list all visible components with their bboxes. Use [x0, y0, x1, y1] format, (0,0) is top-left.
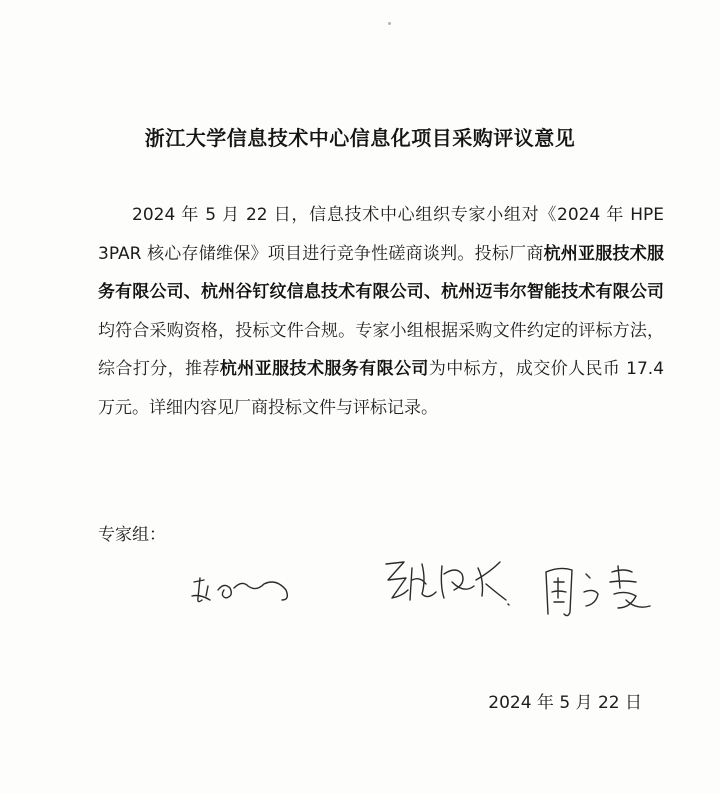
vendor-separator-2: 、: [423, 282, 442, 303]
paragraph-text-part1: 2024 年 5 月 22 日，信息技术中心组织专家小组对《2024 年 HPE 3PAR 核心存储维保》项目进行竞争性磋商谈判。投标厂商: [98, 205, 664, 264]
vendor-name-1: 杭州亚服技术服务有限公司: [98, 243, 664, 303]
signature-1: [186, 560, 306, 610]
vendor-name-3: 杭州迈韦尔智能技术有限公司: [441, 282, 664, 303]
document-body: [98, 196, 664, 428]
paragraph-text-part2: 均符合采购资格，投标文件合规。专家小组根据采购文件约定的评标方法，综合打分，推荐: [98, 320, 664, 380]
paragraph-text-part3: 为中标方，成交价人民币 17.4 万元。详细内容见厂商投标文件与评标记录。: [98, 359, 665, 418]
document-date: 2024 年 5 月 22 日: [488, 693, 642, 713]
signature-3: [540, 552, 670, 622]
signature-2: [382, 550, 522, 610]
document-title: 浙江大学信息技术中心信息化项目采购评议意见: [144, 126, 576, 150]
body-paragraph: [98, 196, 664, 428]
vendor-name-2: 杭州谷钉纹信息技术有限公司: [200, 282, 424, 303]
vendor-separator-1: 、: [183, 282, 201, 303]
winning-vendor-name: 杭州亚服技术服务有限公司: [219, 359, 429, 380]
scan-speck: [388, 22, 391, 25]
expert-group-label: 专家组：: [98, 525, 166, 545]
